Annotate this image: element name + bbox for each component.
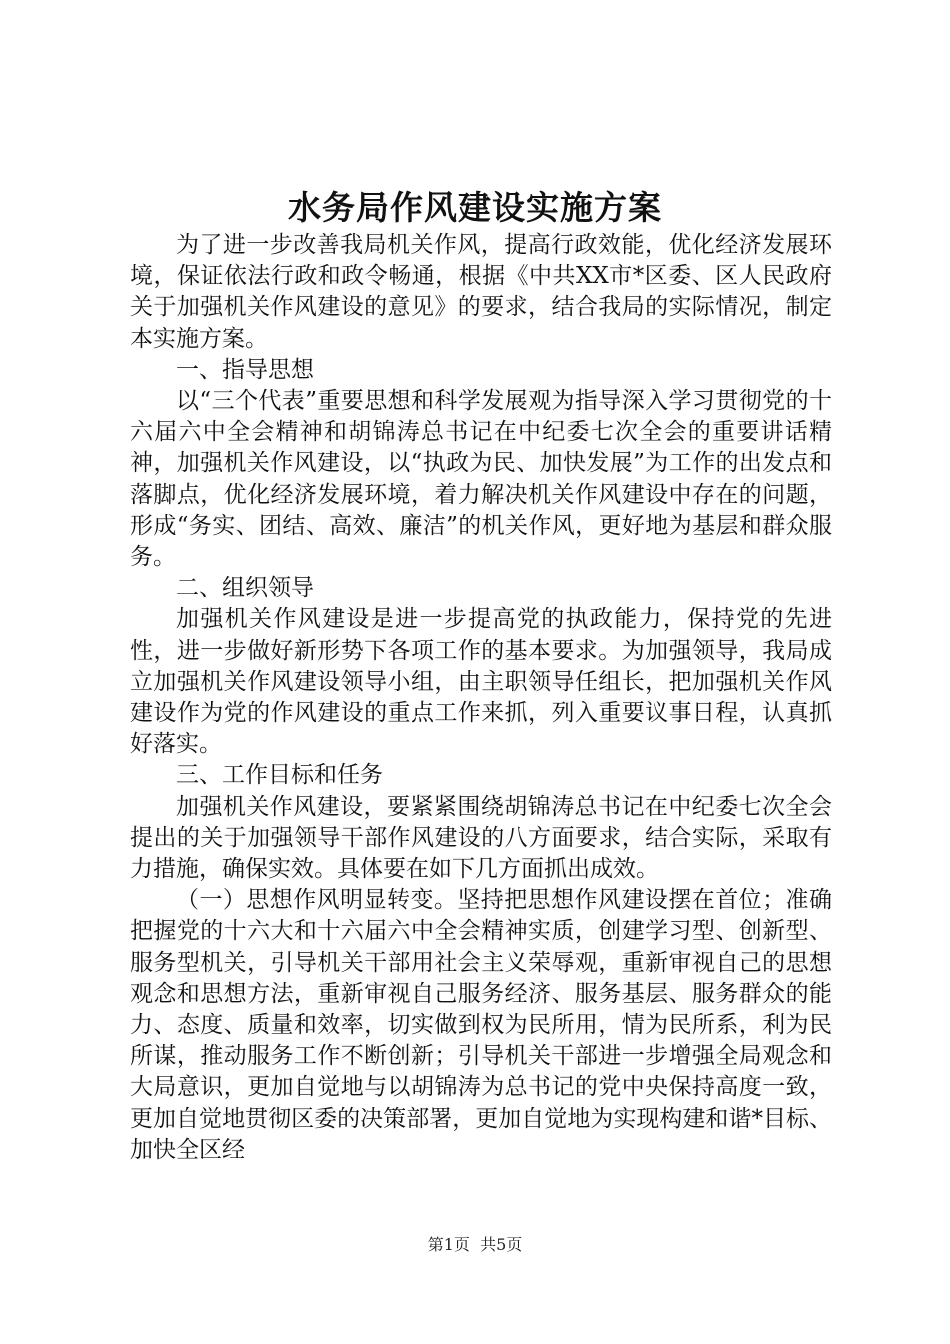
guiding-ideology-paragraph: 以“三个代表”重要思想和科学发展观为指导深入学习贯彻党的十六届六中全会精神和胡锦涛总书记在中纪委七次全会的重要讲话精神，加强机关作风建设，以“执政为民、加快发展”为工作的出发点和落脚点，优化经济发展环境，着力解决机关作风建设中存在的问题，形成“务实、团结、高效、廉洁”的机关作风，更好地为基层和群众服务。 [130,388,832,571]
section-heading-guiding-ideology: 一、指导思想 [176,356,314,383]
organization-paragraph: 加强机关作风建设是进一步提高党的执政能力，保持党的先进性，进一步做好新形势下各项工作的基本要求。为加强领导，我局成立加强机关作风建设领导小组，由主职领导任组长，把加强机关作风建设作为党的作风建设的重点工作来抓，列入重要议事日程，认真抓好落实。 [130,606,832,758]
page-total: 共5页 [480,1235,523,1254]
section-heading-goals: 三、工作目标和任务 [176,762,383,789]
document-title: 水务局作风建设实施方案 [288,188,662,227]
intro-paragraph: 为了进一步改善我局机关作风，提高行政效能，优化经济发展环境，保证依法行政和政令畅通，根据《中共XX市*区委、区人民政府关于加强机关作风建设的意见》的要求，结合我局的实际情况，制定本实施方案。 [130,232,832,352]
document-body [130,230,832,1166]
thought-style-paragraph: （一）思想作风明显转变。坚持把思想作风建设摆在首位；准确把握党的十六大和十六届六中全会精神实质，创建学习型、创新型、服务型机关，引导机关干部用社会主义荣辱观，重新审视自己的思想观念和思想方法，重新审视自己服务经济、服务基层、服务群众的能力、态度、质量和效率，切实做到权为民所用，情为民所系，利为民所谋，推动服务工作不断创新；引导机关干部进一步增强全局观念和大局意识，更加自觉地与以胡锦涛为总书记的党中央保持高度一致，更加自觉地贯彻区委的决策部署，更加自觉地为实现构建和谐*目标、加快全区经 [130,887,832,1163]
page-number: 第1页 [427,1235,470,1254]
goals-paragraph: 加强机关作风建设，要紧紧围绕胡锦涛总书记在中纪委七次全会提出的关于加强领导干部作风建设的八方面要求，结合实际，采取有力措施，确保实效。具体要在如下几方面抓出成效。 [130,793,832,883]
page-footer [0,1234,950,1256]
section-heading-organization: 二、组织领导 [176,575,314,602]
